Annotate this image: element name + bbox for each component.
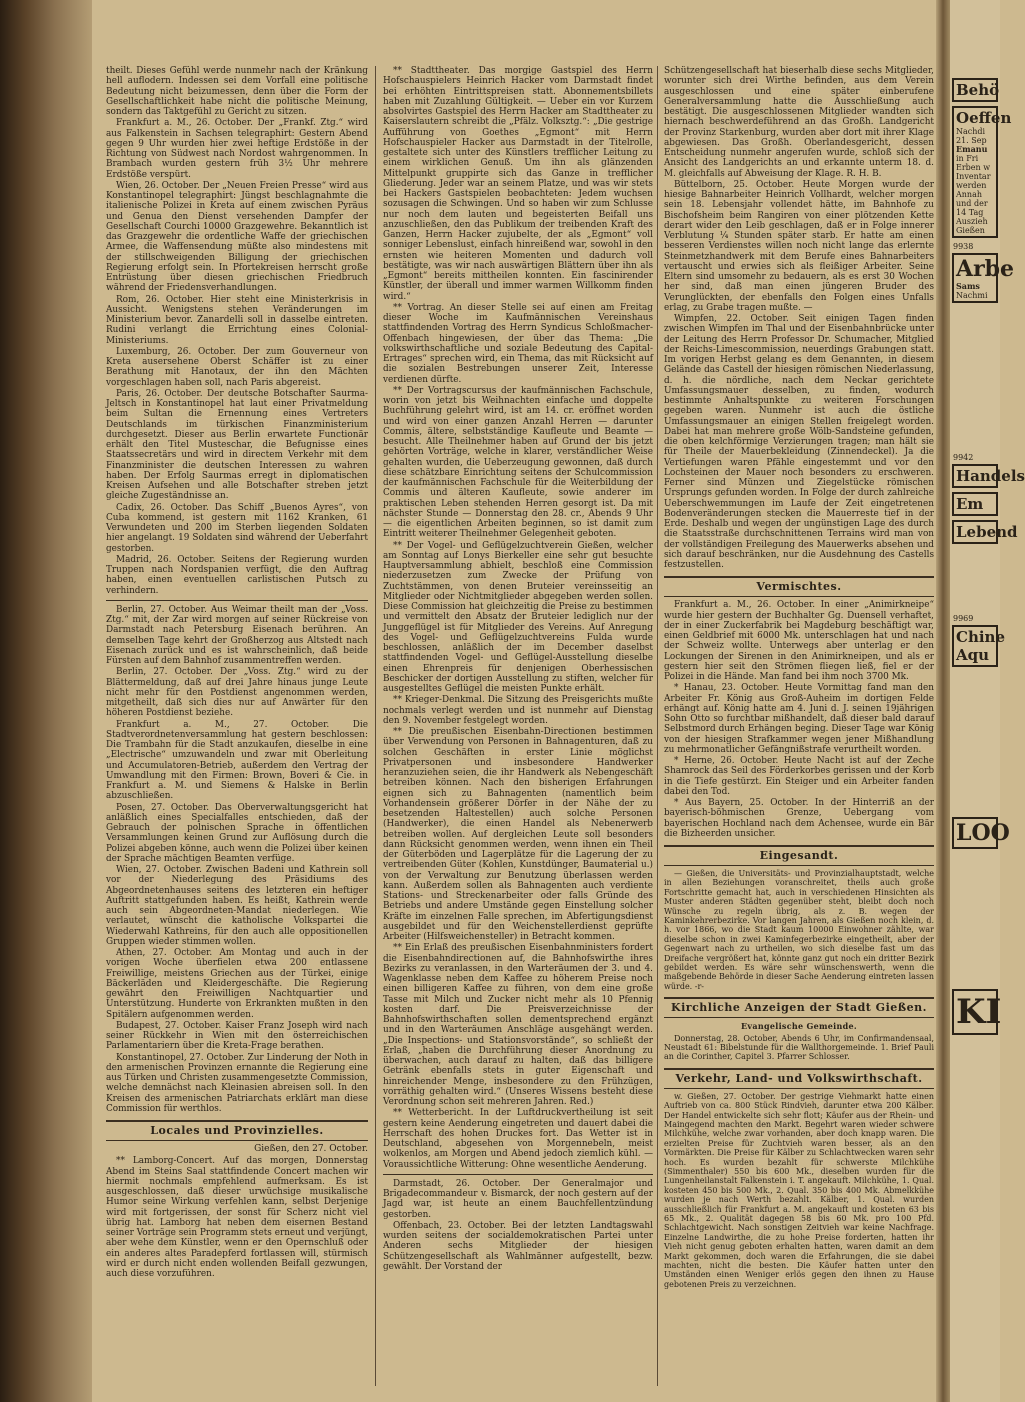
article-paris: Paris, 26. October. Der deutsche Botschafter Saurma-Jeltsch in Konstantinopel hat laut einer Privatmeldung beim Sultan die Ernennung eines Vertreters Deutschlands im türkischen Finanzministerium durchgesetzt. Dieser aus Berlin erwartete Functionär erhält den Titel Musteschar, die Befugnisse eines Staatssecretärs und wird in directem Verkehr mit dem Finanzminister die deutschen Interessen zu wahren haben. Der Erfolg Saurmas erregt in diplomatischen Kreisen Aufsehen und alle Botschafter streben jetzt gleiche Zugeständnisse an. — [106, 388, 368, 502]
dateline: Gießen, den 27. October. — [254, 1144, 368, 1154]
ad-fragment: Chine Aqu — [952, 625, 998, 667]
article-berlin-1: Berlin, 27. October. Aus Weimar theilt man der „Voss. Ztg.“ mit, der Zar wird morgen auf seiner Rückreise von Darmstadt nach Petersburg Eisenach berühren. An demselben Tage kehrt der Großherzog aus Altstedt nach Eisenach zurück und es ist wahrscheinlich, daß beide Fürsten auf dem Bahnhof zusammentreffen werden. — [106, 604, 368, 666]
article-wetter: ** Wetterbericht. In der Luftdruckvertheilung ist seit gestern keine Aenderung eingetreten und dauert dabei die Herrschaft des hohen Druckes fort. Das Wetter ist in Deutschland, abgesehen von Morgennebeln, meist wolkenlos, am Morgen und Abend jedoch ziemlich kühl. — Voraussichtliche Witterung: Ohne wesentliche Aenderung. — [383, 1108, 653, 1170]
church-subheading: Evangelische Gemeinde. — [741, 1021, 857, 1032]
column-2 — [383, 66, 653, 1273]
ad-fragment: Behö — [952, 78, 998, 102]
article-eingesandt: — Gießen, die Universitäts- und Provinzialhauptstadt, welche in allen Beziehungen voranschreitet, theils auch große Fortschritte gemacht hat, auch in verschiedenen Hinsichten als Muster anderen Städten gegenüber steht, bleibt doch noch Wünsche zu regeln übrig, als z. B. wegen der Kaminkehrerbezirke. Vor langen Jahren, als Gießen noch klein, d. h. vor 1866, wo die Stadt kaum 10000 Einwohner zählte, war dieselbe schon in zwei Kaminfegerbezirke eingetheilt, aber der Gegenwart nach zu urtheilen, wo sich dieselbe fast um das Dreifache vergrößert hat, könnte ganz gut noch ein dritter Bezirk gebildet werden. Es wäre sehr wünschenswerth, wenn die maßgebende Behörde in dieser Sache Aenderung eintreten lassen würde. -r- — [664, 869, 934, 991]
article-buettelborn: Büttelborn, 25. October. Heute Morgen wurde der hiesige Bahnarbeiter Heinrich Vollhardt, welcher morgen sein 18. Lebensjahr vollendet hätte, im Bahnhofe zu Bischofsheim beim Rangiren von einer plötzenden Kette derart wider den Leib geschlagen, daß er in Folge innerer Verblutung ¼ Stunden später starb. Er hatte am einen besseren Verdienstes willen noch nicht lange das erlernte Steinmetzhandwerk mit dem Berufe eines Bahnarbeiters vertauscht und erwies sich als fleißiger Arbeiter. Seine Eltern sind umsomehr zu bedauern, als es erst 30 Wochen her sind, daß man einen jüngeren Bruder des Verunglückten, der ebenfalls den Folgen eines Unfalls erlag, zu Grabe tragen mußte. — — [664, 179, 934, 313]
article-herne: * Herne, 26. October. Heute Nacht ist auf der Zeche Shamrock das Seil des Förderkorbes gerissen und der Korb in die Tiefe gestürzt. Ein Steiger und ein Arbeiter fanden dabei den Tod. — [664, 756, 934, 797]
article-frankfurt-earthquake: Frankfurt a. M., 26. October. Der „Frankf. Ztg.“ wird aus Falkenstein in Sachsen telegraphirt: Gestern Abend gegen 9 Uhr wurden hier zwei heftige Erdstöße in der Richtung von Südwest nach Nordost wahrgenommen. In Brambach wurden gestern früh 3½ Uhr mehrere Erdstöße verspürt. — [106, 118, 368, 180]
ad-fragment: Lebend — [952, 520, 998, 544]
article-darmstadt: Darmstadt, 26. October. Der Generalmajor und Brigadecommandeur v. Bismarck, der noch gestern auf der Jagd war, ist heute an einem Bauchfellentzündung gestorben. — [383, 1178, 653, 1220]
article-rom: Rom, 26. October. Hier steht eine Ministerkrisis in Aussicht. Wenigstens stehen Veränderungen im Ministerium bevor. Zanardelli soll in dasselbe eintreten. Rudini verlangt die Errichtung eines Colonial-Ministeriums. — [106, 294, 368, 346]
next-page-fragment — [950, 0, 1025, 1402]
article-offenbach: Offenbach, 23. October. Bei der letzten Landtagswahl wurden seitens der socialdemokratischen Partei unter Anderen sechs Mitglieder der hiesigen Schützengesellschaft als Wahlmänner aufgestellt, bezw. gewählt. Der Vorstand der — [383, 1220, 653, 1272]
ad-number: 9942 — [953, 453, 974, 462]
page-gutter — [936, 0, 950, 1402]
article-wimpfen: Wimpfen, 22. October. Seit einigen Tagen finden zwischen Wimpfen im Thal und der Eisenbahnbrücke unter der Leitung des Herrn Professor Dr. Schumacher, Mitglied der Reichs-Limescommission, neuerdings Grabungen statt. Im vorigen Herbst gelang es dem Genannten, in diesem Gelände das Castell der hiesigen römischen Niederlassung, d. h. die nördliche, nach dem Neckar gerichtete Umfassungsmauer desselben, zu finden, wodurch bestimmte Anhaltspunkte zu weiteren Forschungen gegeben waren. Nunmehr ist auch die östliche Umfassungsmauer an einigen Stellen freigelegt worden. Dabei hat man mehrere große Wölb-Sandsteine gefunden, die oben kelchförmige Verzierungen tragen; man hält sie für Theile der Mauerbekleidung (Zinnendeckel). Ja die Vertiefungen waren Pfähle eingestemmt und vor den Lochsteinen der Mauer noch besonders zu erschweren. Ferner sind Münzen und Ziegelstücke römischen Ursprungs gefunden worden. In Folge der durch zahlreiche Ueberschwemmungen im Laufe der Zeit eingetretenen Bodenveränderungen stecken die Mauerreste tief in der Erde. Deshalb und wegen der ungünstigen Lage des durch die Staatsstraße durchschnittenen Terrains wird man von der vollständigen Freilegung des Mauerwerks absehen und sich darauf beschränken, nur die Ausdehnung des Castells festzustellen. — [664, 314, 934, 570]
article-luxemburg: Luxemburg, 26. October. Der zum Gouverneur von Kreta ausersehene Oberst Schäffer ist zu einer Berathung mit Hanotaux, der ihn den Mächten vorgeschlagen haben soll, nach Paris abgereist. — [106, 346, 368, 388]
article-posen: Posen, 27. October. Das Oberverwaltungsgericht hat anläßlich eines Specialfalles entschieden, daß der Gebrauch der polnischen Sprache in öffentlichen Versammlungen keinen Grund zur Auflösung durch die Polizei abgeben könne, auch wenn die Polizei über keinen der Sprache mächtigen Beamten verfüge. — [106, 802, 368, 864]
article-wien-crete: Wien, 26. October. Der „Neuen Freien Presse“ wird aus Konstantinopel telegraphirt: Jüngst beschlagnahmte die italienische Polizei in Kreta auf einem zwischen Pyräus und Genua den Dienst versehenden Dampfer der Gesellschaft Courchi 10000 Grazgewehre. Bekanntlich ist das Grazgewehr die ordentliche Waffe der griechischen Armee, die Waffensendung müßte also mindestens mit der stillschweigenden Billigung der griechischen Regierung erfolgt sein. In Pfortekreisen herrscht große Entrüstung über diesen griechischen Friedbruch während der Friedensverhandlungen. — [106, 180, 368, 294]
article-lamborg: ** Lamborg-Concert. Auf das morgen, Donnerstag Abend im Steins Saal stattfindende Concert machen wir hiermit nochmals empfehlend aufmerksam. Es ist ausgeschlossen, daß dieser urwüchsige musikalische Humor seine Wirkung verfehlen kann, selbst Derjenige wird mit fortgerissen, der sonst für Scherz nicht viel übrig hat. Lamborg hat neben dem eisernen Bestand seiner Vorträge sein Programm stets erneut und verjüngt, aber wehe dem Künstler, wenn er den Opernschluß oder ein anderes altes Paradepferd fortlassen will, stürmisch wird er durch nicht enden wollenden Beifall gezwungen, auch diese vorzuführen. — [106, 1156, 368, 1279]
ad-fragment: LOO — [952, 817, 998, 849]
article-schuetzen: Schützengesellschaft hat bieserhalb diese sechs Mitglieder, worunter sich drei Wirthe befinden, aus dem Verein ausgeschlossen und eine später einberufene Generalversammlung hatte die Ausschließung auch bestätigt. Die ausgeschlossenen Mitglieder wandten sich hiernach beschwerdeführend an das Großh. Landgericht der Provinz Starkenburg, wurden aber dort mit ihrer Klage abgewiesen. Das Großh. Oberlandesgericht, dessen Entscheidung nunmehr angerufen wurde, schloß sich der Ansicht des Landgerichts an und erkannte unterm 18. d. M. gleichfalls auf Abweisung der Klage. R. H. B. — [664, 66, 934, 179]
section-heading-traffic: Verkehr, Land- und Volkswirthschaft. — [664, 1068, 934, 1089]
article-viehmarkt: w. Gießen, 27. October. Der gestrige Viehmarkt hatte einen Auftrieb von ca. 800 Stück Rindvieh, darunter etwa 200 Kälber. Der Handel entwickelte sich sehr flott; Käufer aus der Rhein- und Maingegend machten den Markt. Begehrt waren wieder schwere Milchkühe, welche zwar vorhanden, aber doch knapp waren. Die erzielten Preise für Zuchtvieh waren besser, als an den Vormärkten. Die Preise für Kälber zu Schlachtwecken waren sehr hoch. Es wurden bezahlt für schwerste Milchkühe (Simmenthaler) 550 bis 600 Mk., dieselben wurden für die Lungenheilanstalt Falkenstein i. T. angekauft. Milchkühe, 1. Qual. kosteten 450 bis 500 Mk., 2. Qual. 350 bis 400 Mk. Abmelkkühe wurden je nach Werth bezahlt. Kälber, 1. Qual. wurden ausschließlich für Frankfurt a. M. angekauft und kosteten 63 bis 65 Mk., 2. Qualität dagegen 58 bis 60 Mk. pro 100 Pfd. Schlachtgewicht. Nach sonstigen Zeitvieh war keine Nachfrage. Einzelne Landwirthe, die zu hohe Preise forderten, hatten ihr Vieh nicht genug geboten erhalten hatten, waren damit an dem Markt gekommen, doch waren die Erfahrungen, die sie dabei machten, nicht die besten. Die Käufer hatten unter den Umständen einen Weniger erlös gegen den ihnen zu Hause gebotenen Preis zu verzeichnen. — [664, 1091, 934, 1289]
article-budapest: Budapest, 27. October. Kaiser Franz Joseph wird nach seiner Rückkehr in Wien mit den österreichischen Parlamentariern über die Kreta-Frage berathen. — [106, 1020, 368, 1052]
ad-number: 9938 — [953, 242, 974, 251]
page-edge-left — [0, 0, 92, 1402]
article-stadttheater: ** Stadttheater. Das morgige Gastspiel des Herrn Hofschauspielers Heinrich Hacker vom Darmstadt findet bei erhöhten Eintrittspreisen statt. Abonnementsbillets haben mit Zuzahlung Gültigkeit. — Ueber ein vor Kurzem absolvirtes Gastspiel des Herrn Hacker am Stadttheater zu Kaiserslautern schreibt die „Pfälz. Volksztg.“: „Die gestrige Aufführung von Goethes „Egmont“ mit Herrn Hofschauspieler Hacker aus Darmstadt in der Titelrolle, gestaltete sich unter des Künstlers trefflicher Leitung zu einem wirklichen Genuß. Um ihn als glänzenden Mittelpunkt gruppirte sich das Ganze in trefflicher Gliederung. Jeder war an seinem Platze, und was wir stets bei Hackers Gastspielen beobachteten: Jedem wuchsen sozusagen die Schwingen. Und so haben wir zum Schlusse nur noch dem lauten und begeisterten Beifall uns anzuschließen, den das Publikum der treibenden Kraft des Ganzen, Herrn Hacker zujubelte, der als „Egmont“ voll sonniger Lebenslust, einfach hinreißend war, sowohl in den ernsten wie heiteren Momenten und dadurch voll bestätigte, was wir nach auswärtigen Blättern über ihn als „Egmont“ bereits mittheilen konnten. Ein fascinirender Künstler, der überall und immer warmen Willkomm finden wird.“ — [383, 66, 653, 302]
ad-fragment: Handels — [952, 464, 998, 488]
article-frankfurt-kneipe: Frankfurt a. M., 26. October. In einer „Animirkneipe“ wurde hier gestern der Buchhalter Gg. Duensell verhaftet, der in einer Zuckerfabrik bei Magdeburg beschäftigt war, einen Geldbrief mit 6000 Mk. unterschlagen hat und nach der Schweiz wollte. Unterwegs aber unterlag er den Lockungen der Sirenen in den Animirkneipen, und als er gestern hier seit den Strömen fliegen ließ, fiel er der Polizei in die Hände. Man fand bei ihm noch 3700 Mk. — [664, 600, 934, 682]
section-heading-church: Kirchliche Anzeigen der Stadt Gießen. — [664, 997, 934, 1018]
article-bayern: * Aus Bayern, 25. October. In der Hinterriß an der bayerisch-böhmischen Grenze, Uebergang vom bayerischen Hochland nach dem Achensee, wurde ein Bär die Bizheerden unsicher. — [664, 798, 934, 839]
article-konstantinopel: Konstantinopel, 27. October. Zur Linderung der Noth in den armenischen Provinzen ernannte die Regierung eine aus Türken und Christen zusammengesetzte Commission, welche demnächst nach Kleinasien abreisen soll. In den Kreisen des armenischen Patriarchats erklärt man diese Commission für werthlos. — [106, 1052, 368, 1114]
column-rule — [375, 66, 376, 1386]
section-heading-misc: Vermischtes. — [664, 576, 934, 597]
article-church: Donnerstag, 28. October, Abends 6 Uhr, im Confirmandensaal, Neustadt 61: Bibelstunde für die Wallthorgemeinde. 1. Brief Pauli an die Corinther, Capitel 3. Pfarrer Schlosser. — [664, 1033, 934, 1062]
section-heading-local: Locales und Provinzielles. — [106, 1120, 368, 1141]
article-berlin-2: Berlin, 27. October. Der „Voss. Ztg.“ wird zu der Blättermeldung, daß auf drei Jahre hinaus junge Leute nicht mehr für den Postdienst angenommen werden, mitgetheilt, daß sich dies nur auf Anwärter für den höheren Postdienst beziehe. — [106, 667, 368, 719]
ad-number: 9969 — [953, 614, 974, 623]
ad-fragment: Oeffen Nachdi 21. Sep Emanu in Fri Erben w Inventar werden Annah und der 14 Tag Auszieh Gießen — [952, 106, 998, 238]
column-3 — [664, 66, 934, 1290]
divider — [106, 600, 368, 601]
article-eisenbahn: ** Die preußischen Eisenbahn-Directionen bestimmen über Verwendung von Personen in Bahnagenturen, daß zu solchen Geschäften in erster Linie möglichst Privatpersonen und insbesondere Handwerker heranzuziehen seien, die ihr Handwerk als Nebengeschäft betreiben können. Nach den bisherigen Erfahrungen eignen sich zu Bahnagenten (namentlich beim Vorhandensein größerer Dörfer in der Nähe der zu besetzenden Haltestellen) auch solche Personen (Handwerker), die einen Handel als Nebenerwerb betreiben wollen. Auf dergleichen Leute soll besonders dann Rücksicht genommen werden, wenn ihnen ein Theil der Güterböden und Lagerplätze für die Lagerung der zu vertreibenden Güter (Kohlen, Kunstdünger, Baumaterial u.) von der Verwaltung zur Benutzung überlassen werden kann. Außerdem sollen als Bahnagenten auch verdiente Stations- und Streckenarbeiter oder falls Gründe des Betriebs und andere Umstände gegen Einstellung solcher Kräfte im einzelnen Falle sprechen, im Abfertigungsdienst ausgebildet und für den Weichenstellerdienst geprüfte Arbeiter (Hilfsweichensteller) in Betracht kommen. — [383, 727, 653, 942]
article-athen: Athen, 27. October. Am Montag und auch in der vorigen Woche überfielen etwa 200 entlassene Freiwillige, meistens Griechen aus der Türkei, einige Bäckerläden und Kleidergeschäfte. Die Regierung gewährt den Freiwilligen Nachtquartier und Unterstützung. Hunderte von Erkrankten mußten in den Spitälern aufgenommen werden. — [106, 948, 368, 1020]
article-frankfurt-tram: Frankfurt a. M., 27. October. Die Stadtverordnetenversammlung hat gestern beschlossen: Die Trambahn für die Stadt anzukaufen, dieselbe in eine „Electrische“ umzuwandeln und zwar mit Oberleitung und Accumulatoren-Betrieb, außerdem den Vertrag der Umwandlung mit den Firmen: Brown, Boveri & Cie. in Frankfurt a. M. und Siemens & Halske in Berlin abzuschließen. — [106, 719, 368, 802]
ad-fragment: Arbe Sams Nachmi — [952, 253, 998, 303]
article-hanau: * Hanau, 23. October. Heute Vormittag fand man den Arbeiter Fr. König aus Groß-Auheim im dortigen Felde erhängt auf. König hatte am 4. Juni d. J. seinen 19jährigen Sohn Otto so furchtbar mißhandelt, daß dieser bald darauf Selbstmord durch Erhängen beging. Dieser Tage war König von der hiesigen Strafkammer wegen jener Mißhandlung zu mehrmonatlicher Gefängnißstrafe verurtheilt worden. — [664, 683, 934, 755]
article-text: theilt. Dieses Gefühl werde nunmehr nach der Kränkung hell auflodern. Indessen sei dem Vorfall eine politische Bedeutung nicht beizumessen, denn über die Form der Gesellschaftlichkeit habe nicht die politische Meinung, sondern das Taktgefühl zu Gericht zu sitzen. — [106, 66, 368, 117]
article-madrid: Madrid, 26. October. Seitens der Regierung wurden Truppen nach Nordspanien verfügt, die den Auftrag haben, einen eventuellen carlistischen Putsch zu verhindern. — [106, 554, 368, 596]
divider — [383, 1174, 653, 1175]
article-fachschule: ** Der Vortragscursus der kaufmännischen Fachschule, worin von jetzt bis Weihnachten einfache und doppelte Buchführung gelehrt wird, ist am 14. cr. eröffnet worden und wird von einer ganzen Anzahl Herren — darunter Commis, ältere, selbstständige Kaufleute und Beamte — besucht. Alle Theilnehmer haben auf Grund der bis jetzt gehörten Vorträge, welche in klarer, verständlicher Weise gehalten wurden, die Ueberzeugung gewonnen, daß durch diese schätzbare Einrichtung seitens der Schulcommission der kaufmännischen Fachschule für die Weiterbildung der Commis und älteren Kaufleute, sowie anderer im praktischen Leben stehenden Herren gesorgt ist. Da mit nächster Stunde — Donnerstag den 28. cr., Abends 9 Uhr — die eigentlichen Arbeiten beginnen, so ist damit zum Eintritt weiterer Theilnehmer Gelegenheit geboten. — [383, 385, 653, 540]
article-erlass: ** Ein Erlaß des preußischen Eisenbahnministers fordert die Eisenbahndirectionen auf, die Bahnhofswirthe ihres Bezirks zu veranlassen, in den Warteräumen der 3. und 4. Wagenklasse neben dem Kaffee zu höherem Preise noch einen billigeren Kaffee zu führen, von dem eine große Tasse mit Milch und Zucker nicht mehr als 10 Pfennig kosten darf. Die Preisverzeichnisse der Bahnhofswirthschaften sollen dementsprechend ergänzt und in den Warteräumen Anschläge ausgehängt werden. „Die Inspections- und Stationsvorstände“, so schließt der Erlaß, „haben die Durchführung dieser Anordnung zu überwachen, auch darauf zu halten, daß das billigere Getränk ebenfalls stets in guter Eigenschaft und hinreichender Menge, insbesondere zu den Frühzügen, vorräthig gehalten wird.“ (Unseres Wissens besteht diese Verordnung schon seit mehreren Jahren. Red.) — [383, 943, 653, 1107]
article-wien-2: Wien, 27. October. Zwischen Badeni und Kathrein soll vor der Niederlegung des Präsidiums des Abgeordnetenhauses seitens des letzteren ein heftiger Auftritt stattgefunden haben. Es heißt, Kathrein werde auch sein Abgeordneten-Mandat niederlegen. Wie verlautet, wünscht die katholische Volkspartei die Wiederwahl Kathreins, für den auch alle oppositionellen Gruppen wieder stimmen wollen. — [106, 865, 368, 947]
ad-fragment: KI — [952, 989, 998, 1035]
article-krieger-denkmal: ** Krieger-Denkmal. Die Sitzung des Preisgerichts mußte nochmals verlegt werden und ist nunmehr auf Dienstag den 9. November festgelegt worden. — [383, 695, 653, 726]
article-cadix: Cadix, 26. October. Das Schiff „Buenos Ayres“, von Cuba kommend, ist gestern mit 1162 Kranken, 61 Verwundeten und 200 im Sterben liegenden Soldaten hier angelangt. 19 Soldaten sind während der Ueberfahrt gestorben. — [106, 502, 368, 554]
column-1 — [106, 66, 368, 1280]
section-heading-eingesandt: Eingesandt. — [664, 845, 934, 866]
article-vortrag: ** Vortrag. An dieser Stelle sei auf einen am Freitag dieser Woche im Kaufmännischen Vereinshaus stattfindenden Vortrag des Herrn Syndicus Schloßmacher-Offenbach hingewiesen, der über das Thema: „Die volkswirthschaftliche und soziale Bedeutung des Capital-Ertrages“ sprechen wird, ein Thema, das mit Rücksicht auf die sozialen Bestrebungen unserer Zeit, Interesse verdienen dürfte. — [383, 302, 653, 385]
ad-fragment: Em — [952, 492, 998, 516]
article-gefluegel: ** Der Vogel- und Geflügelzuchtverein Gießen, welcher am Sonntag auf Lonys Bierkeller eine sehr gut besuchte Hauptversammlung abhielt, beschloß eine Commission niederzusetzen zum Zwecke der Prüfung von Zuchtstämmen, von denen Bruteier vereinsseitig an Mitglieder oder Nichtmitglieder abgegeben werden sollen. Diese Commission hat gleichzeitig die Preise zu bestimmen und vermittelt den Absatz der Bruteier lediglich nur der Junggeflügel ist für Mitglieder des Vereins. Auf Anregung des Vogel- und Geflügelzuchtvereins Fulda wurde beschlossen, anläßlich der im December daselbst stattfindenden Vogel- und Geflügel-Ausstellung dieselbe einen Ehrenpreis für denjenigen Oberhessischen Beschicker der dortigen Ausstellung zu stiften, welcher für ausgestelltes Geflügel die meisten Punkte erhält. — [383, 540, 653, 694]
column-rule — [657, 66, 658, 1386]
